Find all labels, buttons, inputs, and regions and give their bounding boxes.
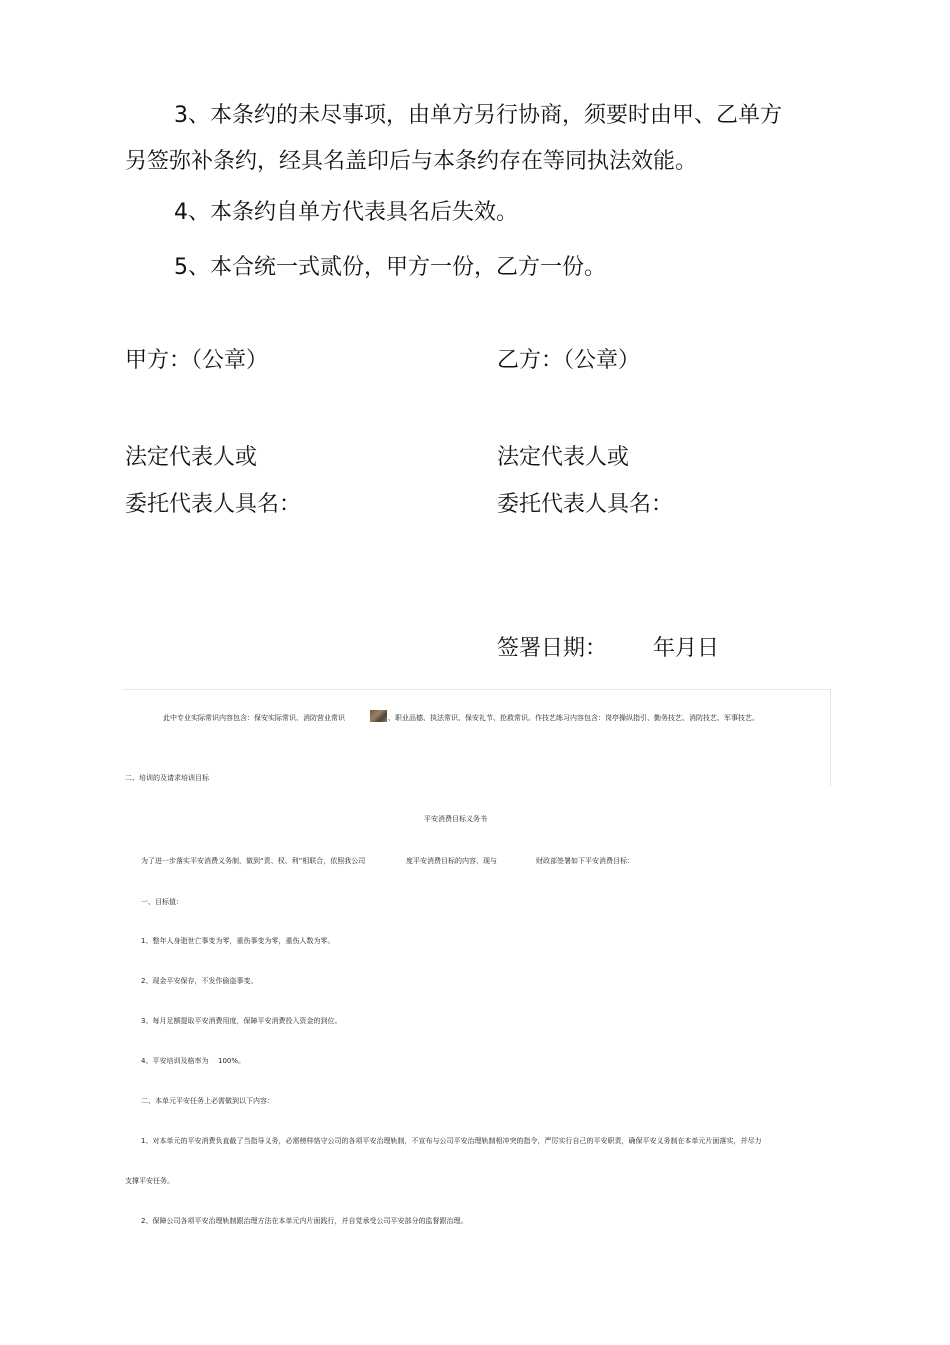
excerpt-frame	[123, 689, 831, 786]
intro-part-b: 度平安消费目标的内容，现与	[406, 857, 497, 865]
party-b-rep-line-2: 委托代表人具名：	[497, 492, 674, 517]
training-content-part-2: 、职业品德、执法常识、保安礼节、抢救常识。作技艺练习内容包含：岗亭操纵指引、勤务技艺、消防技艺、军事技艺。	[388, 714, 759, 722]
intro-part-c: 财政部签署如下平安消费目标：	[536, 857, 634, 865]
party-b-seal: 乙方：（公章）	[497, 348, 641, 373]
party-a-rep-line-2: 委托代表人具名：	[125, 492, 302, 517]
sign-date-value: 年月日	[653, 636, 720, 661]
clause-4: 4、本条约自单方代表具名后失效。	[174, 200, 518, 225]
sign-date-label: 签署日期：	[497, 636, 608, 661]
task-1-line-2: 支撑平安任务。	[125, 1177, 174, 1185]
inline-photo	[370, 710, 387, 722]
clause-3-line-2: 另签弥补条约，经具名盖印后与本条约存在等同执法效能。	[125, 149, 698, 174]
target-item-4-value: 100%。	[218, 1057, 246, 1065]
clause-5: 5、本合统一式贰份，甲方一份，乙方一份。	[174, 255, 606, 280]
clause-3-line-1: 3、本条约的未尽事项，由单方另行协商，须要时由甲、乙单方	[174, 103, 782, 128]
party-a-rep-line-1: 法定代表人或	[125, 445, 258, 470]
party-b-rep-line-1: 法定代表人或	[497, 445, 630, 470]
section-2-heading: 二、本单元平安任务上必需做到以下内容：	[141, 1097, 274, 1105]
task-2: 2、保障公司各项平安治理轨制跟治理方法在本单元内片面践行，并自觉承受公司平安部分的监督跟治理。	[141, 1217, 468, 1225]
training-content-part-1: 此中专业实际常识内容包含：保安实际常识、消防营业常识	[163, 714, 345, 722]
task-1-line-1: 1、对本单元的平安消费负直截了当指导义务，必需榜样恪守公司的各项平安治理轨制，不宣布与公司平安治理轨制相冲突的指令，严厉实行自己的平安职责，确保平安义务制在本单元片面落实，并尽力	[141, 1137, 762, 1145]
target-item-3: 3、每月足额提取平安消费用度，保障平安消费投入资金的到位。	[141, 1017, 342, 1025]
target-item-1: 1、整年人身逝世亡事变为零，重伤事变为零，重伤人数为零。	[141, 937, 335, 945]
training-section-2-heading: 二、培训的及请求培训目标	[125, 774, 209, 782]
target-item-2: 2、现金平安保存，不发作偷盗事变。	[141, 977, 258, 985]
intro-part-a: 为了进一步落实平安消费义务制，做到“责、权、利”相联合，依照我公司	[141, 857, 366, 865]
target-item-4: 4、平安培训及格率为	[141, 1057, 209, 1065]
party-a-seal: 甲方：（公章）	[125, 348, 269, 373]
responsibility-title: 平安消费目标义务书	[424, 815, 487, 823]
section-1-heading: 一、目标值：	[141, 898, 183, 906]
